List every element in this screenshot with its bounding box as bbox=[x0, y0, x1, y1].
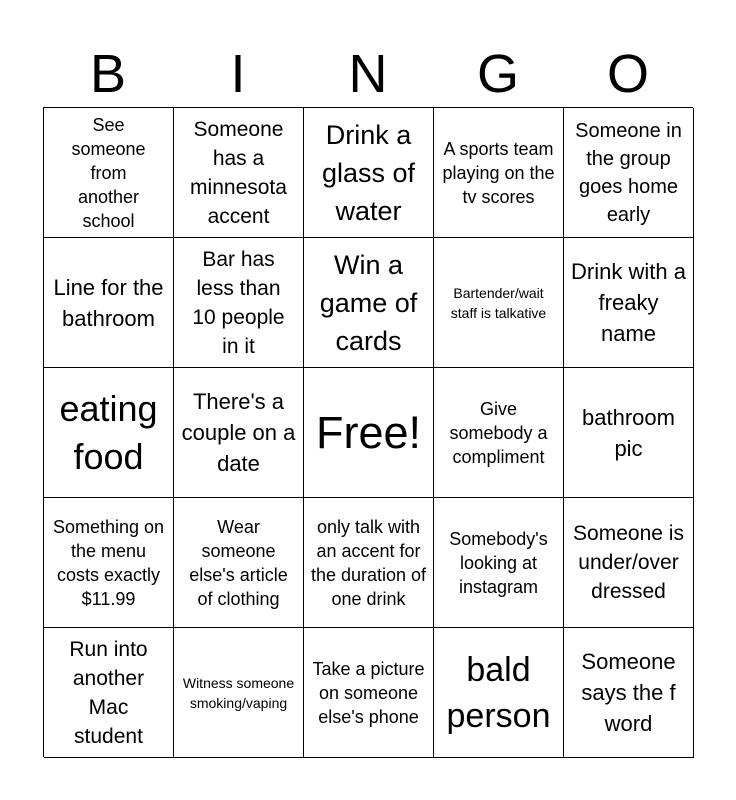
cell-text: Line for the bathroom bbox=[53, 274, 164, 331]
bingo-cell[interactable] bbox=[434, 498, 564, 628]
header-letter-o: O bbox=[606, 44, 649, 104]
cell-text: Someone in the group goes home early bbox=[575, 119, 682, 226]
cell-text: Free! bbox=[315, 406, 422, 458]
bingo-cell[interactable] bbox=[44, 368, 174, 498]
bingo-cell[interactable] bbox=[304, 498, 434, 628]
bingo-header bbox=[43, 40, 693, 108]
bingo-cell[interactable] bbox=[174, 238, 304, 368]
cell-text: Bar has less than 10 people in it bbox=[192, 247, 285, 358]
cell-text: Win a game of cards bbox=[319, 249, 418, 356]
cell-text: Someone is under/over dressed bbox=[573, 522, 684, 603]
bingo-cell[interactable] bbox=[434, 628, 564, 758]
cell-text: Drink with a freaky name bbox=[571, 259, 686, 346]
header-letter-n: N bbox=[348, 44, 388, 104]
cell-text: Witness someone smoking/vaping bbox=[182, 674, 295, 711]
header-letter-g: G bbox=[476, 44, 519, 104]
cell-text: Take a picture on someone else's phone bbox=[312, 658, 425, 727]
bingo-cell[interactable] bbox=[174, 368, 304, 498]
bingo-cell[interactable] bbox=[434, 238, 564, 368]
bingo-cell[interactable] bbox=[174, 628, 304, 758]
cell-text: Something on the menu costs exactly $11.99 bbox=[52, 516, 165, 609]
bingo-cell[interactable] bbox=[304, 108, 434, 238]
bingo-cell[interactable] bbox=[564, 498, 694, 628]
cell-text: bald person bbox=[446, 650, 551, 735]
bingo-grid bbox=[43, 107, 693, 757]
bingo-cell[interactable] bbox=[304, 628, 434, 758]
cell-text: Someone has a minnesota accent bbox=[190, 117, 287, 228]
bingo-cell[interactable] bbox=[564, 108, 694, 238]
bingo-cell[interactable] bbox=[434, 368, 564, 498]
cell-text: A sports team playing on the tv scores bbox=[442, 138, 555, 207]
bingo-cell[interactable] bbox=[44, 108, 174, 238]
cell-text: Wear someone else's article of clothing bbox=[189, 516, 288, 609]
header-letter-i: I bbox=[230, 44, 246, 104]
bingo-cell[interactable] bbox=[44, 238, 174, 368]
bingo-cell[interactable] bbox=[564, 628, 694, 758]
cell-text: See someone from another school bbox=[71, 114, 146, 231]
bingo-cell[interactable] bbox=[174, 108, 304, 238]
cell-text: Give somebody a compliment bbox=[449, 398, 548, 467]
cell-text: eating food bbox=[59, 387, 158, 477]
header-letter-b: B bbox=[89, 44, 127, 104]
cell-text: Bartender/wait staff is talkative bbox=[450, 284, 547, 321]
cell-text: There's a couple on a date bbox=[181, 389, 296, 476]
cell-text: Drink a glass of water bbox=[321, 119, 416, 226]
bingo-cell[interactable] bbox=[44, 498, 174, 628]
bingo-cell[interactable] bbox=[564, 238, 694, 368]
cell-text: Run into another Mac student bbox=[69, 637, 148, 748]
free-space[interactable] bbox=[304, 368, 434, 498]
cell-text: Somebody's looking at instagram bbox=[449, 528, 548, 597]
bingo-cell[interactable] bbox=[174, 498, 304, 628]
bingo-cell[interactable] bbox=[434, 108, 564, 238]
bingo-cell[interactable] bbox=[44, 628, 174, 758]
bingo-cell[interactable] bbox=[304, 238, 434, 368]
cell-text: bathroom pic bbox=[582, 404, 675, 461]
bingo-cell[interactable] bbox=[564, 368, 694, 498]
cell-text: Someone says the f word bbox=[581, 649, 676, 736]
cell-text: only talk with an accent for the duration of one drink bbox=[310, 516, 427, 609]
